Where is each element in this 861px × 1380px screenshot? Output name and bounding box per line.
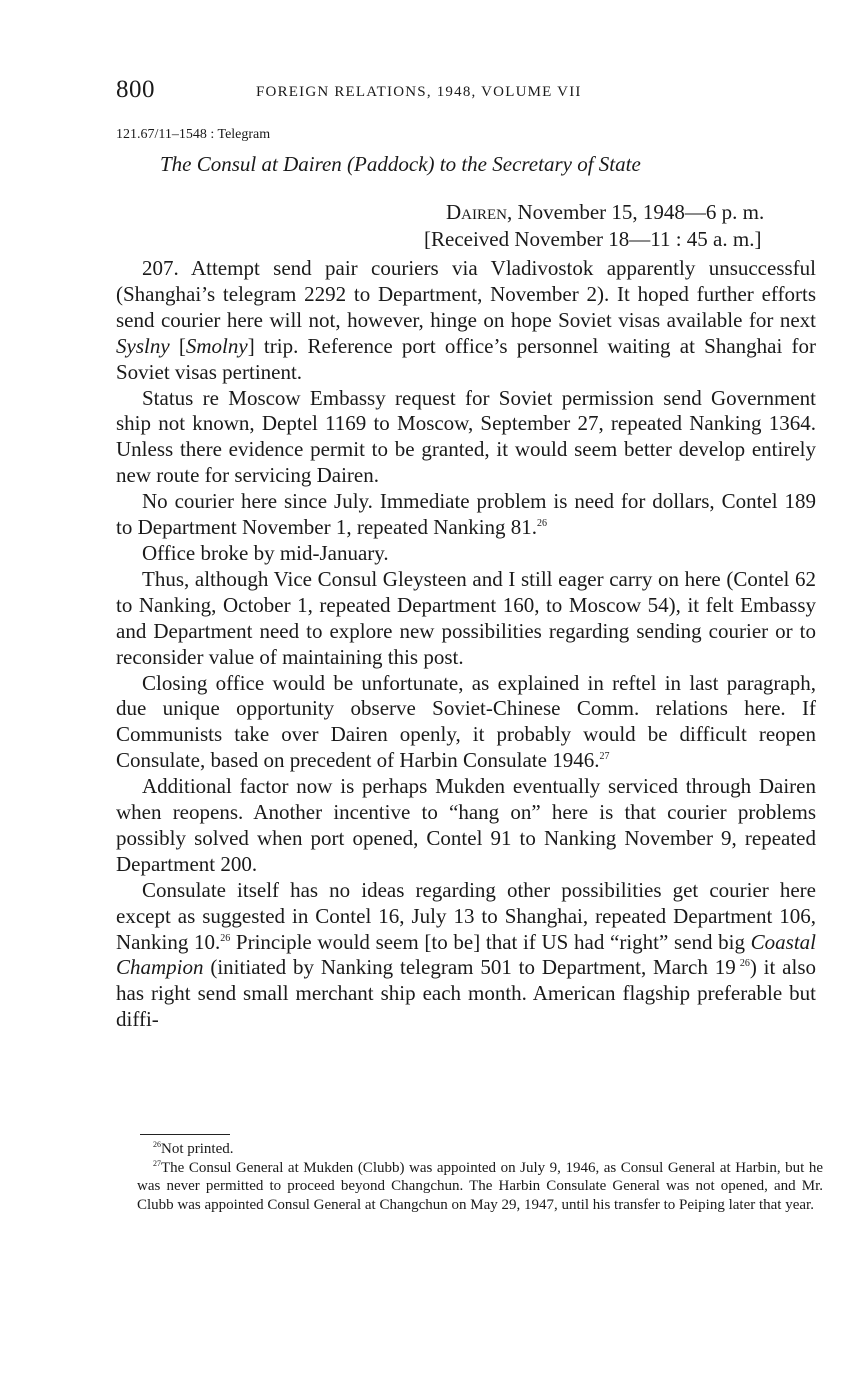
footnote-ref: 27 xyxy=(599,751,610,763)
footnote-ref: 26 xyxy=(220,932,231,944)
running-head: FOREIGN RELATIONS, 1948, VOLUME VII xyxy=(256,84,582,100)
received-line: [Received November 18—11 : 45 a. m.] xyxy=(424,227,762,251)
footnote-text: Not printed. xyxy=(161,1141,234,1157)
footnote-ref: 26 xyxy=(735,958,750,970)
telegram-body xyxy=(116,256,816,1033)
footnote-divider xyxy=(140,1134,230,1135)
footnote-27 xyxy=(137,1159,823,1215)
paragraph-5: Thus, although Vice Consul Gleysteen and I still eager carry on here (Contel 62 to Nanking, October 1, repeated Department 160, to Moscow 54), it felt Embassy and Department need to explore new possibilities regarding sending courier or to reconsider value of maintaining this post. xyxy=(116,566,816,669)
dateline xyxy=(446,200,764,225)
footnote-mark: 26 xyxy=(153,1140,161,1149)
dateline-place: Dairen, xyxy=(446,200,513,224)
footnote-26 xyxy=(137,1140,823,1159)
paragraph-1: 207. Attempt send pair couriers via Vladivostok apparently unsuccessful (Shanghai’s telegram 2292 to Department, November 2). It hoped further efforts send courier here will not, however, hinge on hope Soviet visas available for next Syslny [Smolny] trip. Reference port office’s personnel waiting at Shanghai for Soviet visas pertinent. xyxy=(116,256,816,384)
document-title: The Consul at Dairen (Paddock) to the Secretary of State xyxy=(160,152,641,176)
footnotes xyxy=(137,1140,823,1214)
paragraph-7: Additional factor now is perhaps Mukden eventually serviced through Dairen when reopens. Another incentive to “hang on” here is that courier problems possibly solved when port opened, Contel 91 to Nanking November 9, repeated Department 200. xyxy=(116,774,816,876)
footnote-text: The Consul General at Mukden (Clubb) was appointed on July 9, 1946, as Consul General at Harbin, but he was never permitted to proceed beyond Changchun. The Harbin Consulate General was not opened, and Mr. Clubb was appointed Consul General at Changchun on May 29, 1947, until his transfer to Peiping later that year. xyxy=(137,1159,823,1213)
ship-name-corrected-italic: Smolny xyxy=(185,333,248,358)
paragraph-4: Office broke by mid-January. xyxy=(142,540,389,565)
ship-name-italic: Syslny xyxy=(116,333,170,358)
paragraph-2: Status re Moscow Embassy request for Soviet permission send Government ship not known, Deptel 1169 to Moscow, September 27, repeated Nanking 1364. Unless there evidence permit to be granted, it would seem better develop entirely new route for servicing Dairen. xyxy=(116,385,816,488)
paragraph-3: No courier here since July. Immediate problem is need for dollars, Contel 189 to Department November 1, repeated Nanking 81.26 xyxy=(116,489,816,540)
paragraph-6: Closing office would be unfortunate, as explained in reftel in last paragraph, due unique opportunity observe Soviet-Chinese Comm. relations here. If Communists take over Dairen openly, it probably would be difficult reopen Consulate, based on precedent of Harbin Consulate 1946.27 xyxy=(116,670,816,773)
file-reference: 121.67/11–1548 : Telegram xyxy=(116,127,271,142)
page-number: 800 xyxy=(116,76,155,103)
ship-name-italic: Coastal Champion xyxy=(116,929,816,980)
page-header xyxy=(116,76,816,110)
footnote-mark: 27 xyxy=(153,1158,161,1168)
footnote-ref: 26 xyxy=(537,518,548,530)
paragraph-8: Consulate itself has no ideas regarding other possibilities get courier here except as suggested in Contel 16, July 13 to Shanghai, repeated Department 106, Nanking 10.26 Principle would seem [to be] that if US had “right” send big Coastal Champion (initiated by Nanking telegram 501 to Department, March 19 $^{26}$) it also has right send small merchant ship each month. American flagship preferable but diffi- xyxy=(116,877,816,1032)
dateline-date: November 15, 1948—6 p. m. xyxy=(512,200,765,224)
